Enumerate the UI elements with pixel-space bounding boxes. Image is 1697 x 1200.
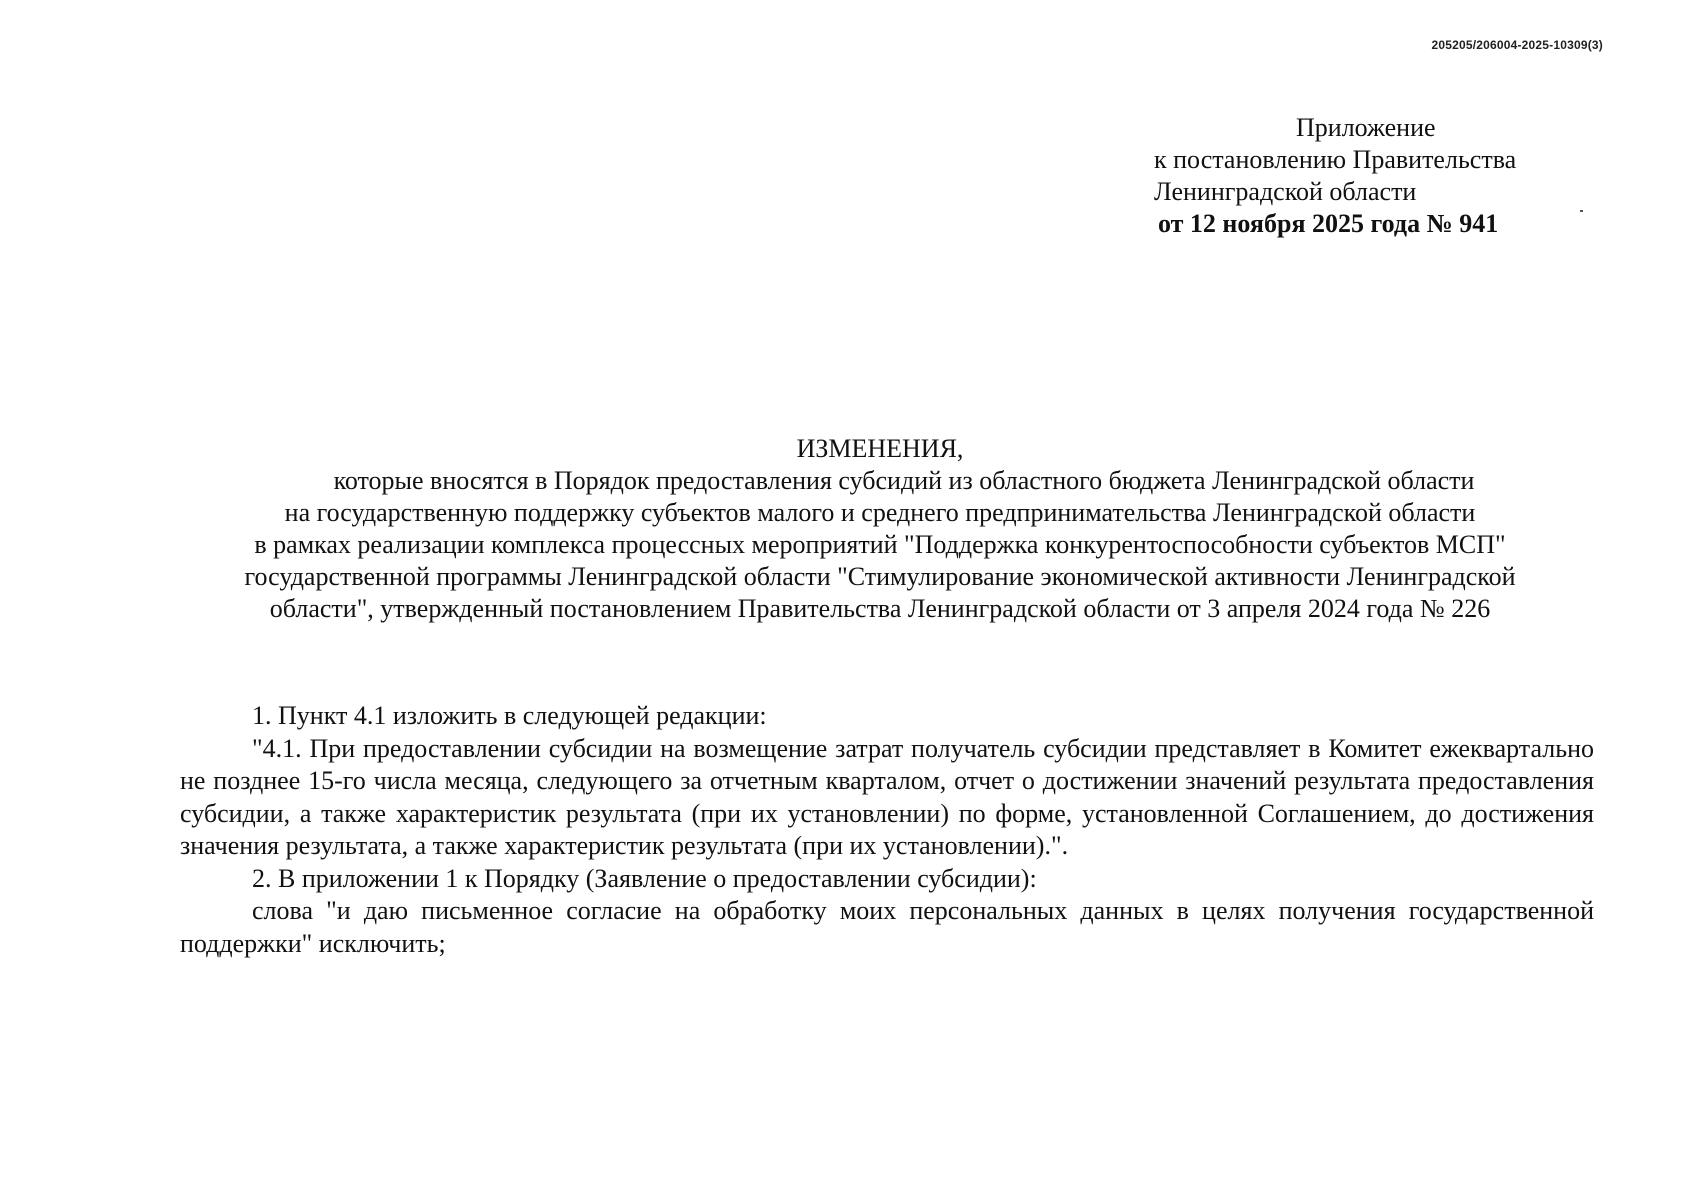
body-paragraph-quoted-clause: "4.1. При предоставлении субсидии на возмещение затрат получатель субсидии представляет в Комитет ежеквартально не позднее 15-го числа месяца, следующего за отчетным кварталом, отчет о достижении значений результата предоставления субсидии, а также характеристик результата (при их установлении) по форме, установленной Соглашением, до достижения значения результата, а также характеристик результата (при их установлении).".: [180, 733, 1594, 860]
title-line: государственной программы Ленинградской области "Стимулирование экономической активности Ленинградской: [244, 562, 1516, 591]
document-registration-code: 205205/206004-2025-10309(3): [1431, 38, 1603, 52]
appendix-region: Ленинградской области: [1154, 177, 1417, 206]
appendix-title: Приложение: [1296, 113, 1436, 142]
document-body: [180, 700, 1594, 960]
body-paragraph-words-excluded: слова "и даю письменное согласие на обработку моих персональных данных в целях получения государственной поддержки" исключить;: [180, 896, 1594, 958]
body-paragraph-item-1: 1. Пункт 4.1 изложить в следующей редакции:: [252, 701, 767, 730]
appendix-block: [1154, 112, 1516, 240]
appendix-date-number: от 12 ноября 2025 года № 941: [1158, 209, 1499, 238]
title-line: на государственную поддержку субъектов малого и среднего предпринимательства Ленинградской области: [284, 498, 1476, 527]
title-line: которые вносятся в Порядок предоставления субсидий из областного бюджета Ленинградской области: [333, 466, 1475, 495]
title-line: области", утвержденный постановлением Правительства Ленинградской области от 3 апреля 2024 года № 226: [269, 594, 1491, 623]
document-heading: ИЗМЕНЕНИЯ,: [796, 434, 964, 463]
title-line: в рамках реализации комплекса процессных мероприятий "Поддержка конкурентоспособности субъектов МСП": [254, 530, 1506, 559]
scan-speck: [1580, 210, 1583, 212]
body-paragraph-item-2: 2. В приложении 1 к Порядку (Заявление о предоставлении субсидии):: [252, 863, 1037, 893]
document-title-block: [170, 433, 1590, 625]
appendix-reference: к постановлению Правительства: [1154, 145, 1517, 174]
